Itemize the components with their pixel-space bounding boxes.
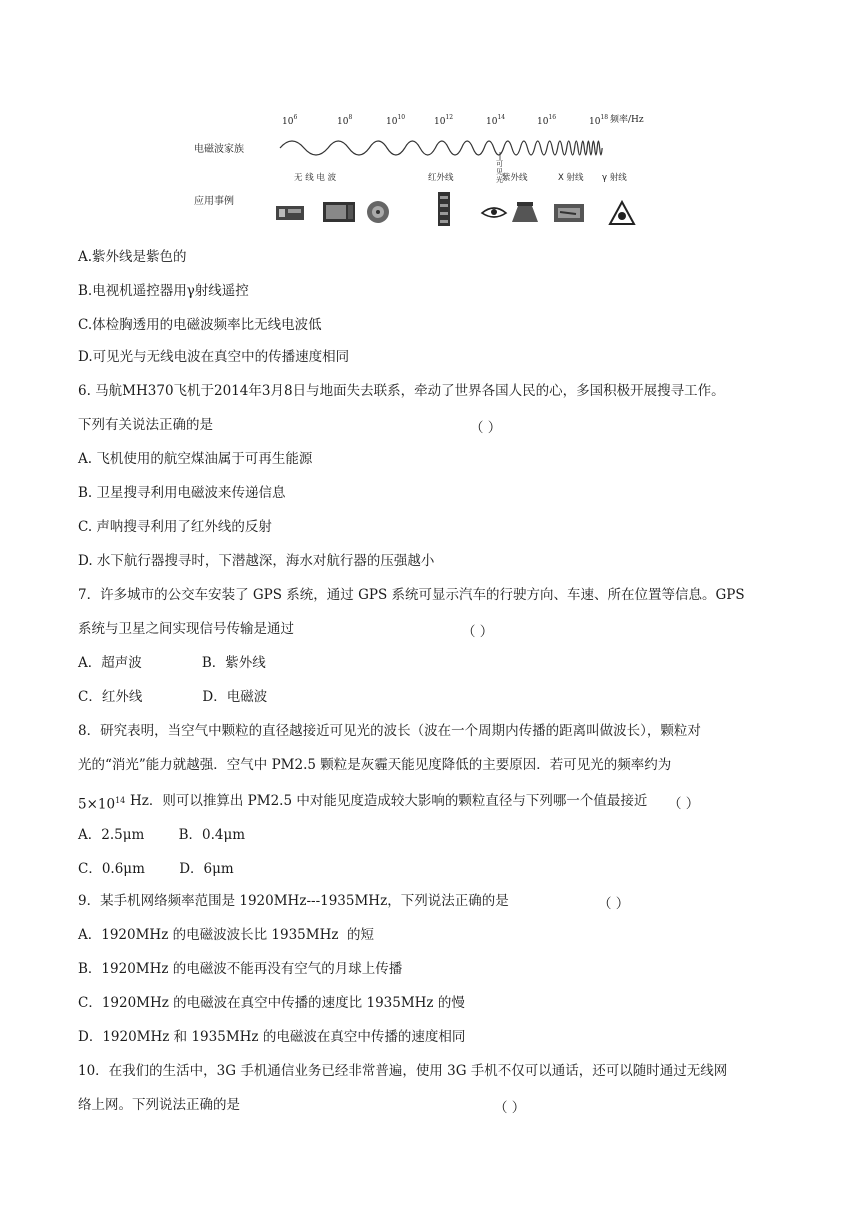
options-7cd: C．红外线 D．电磁波 [78, 689, 268, 705]
infrared-lamp-icon [438, 192, 450, 226]
svg-text:见: 见 [496, 168, 503, 176]
electromagnetic-spectrum-figure [190, 100, 650, 230]
question-8-tail: Hz．则可以推算出 PM2.5 中对能见度造成较大影响的颗粒直径与下列哪一个值最接近 [130, 793, 648, 809]
question-7-cont: 系统与卫星之间实现信号传输是通过 [78, 621, 294, 637]
exponent-14: 14 [115, 796, 126, 805]
question-8-cont: 光的“消光”能力就越强．空气中 PM2.5 颗粒是灰霾天能见度降低的主要原因．若可见光的频率约为 [78, 757, 672, 773]
option-5a: A.紫外线是紫色的 [78, 249, 187, 265]
question-9: 9．某手机网络频率范围是 1920MHz---1935MHz，下列说法正确的是 [78, 893, 509, 909]
eye-icon [482, 208, 506, 217]
xray-machine-icon [554, 204, 584, 222]
question-6: 6. 马航MH370飞机于2014年3月8日与地面失去联系，牵动了世界各国人民的心，多国积极开展搜寻工作。 [78, 383, 725, 399]
option-5b: B.电视机遥控器用γ射线遥控 [78, 283, 249, 299]
option-6b: B. 卫星搜寻利用电磁波来传递信息 [78, 485, 286, 501]
question-7: 7．许多城市的公交车安装了 GPS 系统，通过 GPS 系统可显示汽车的行驶方向、车速、所在位置等信息。GPS [78, 587, 745, 603]
question-8-freq: $5\times 10^{14}$ [78, 796, 126, 813]
option-5c: C.体检胸透用的电磁波频率比无线电波低 [78, 317, 322, 333]
svg-text:可: 可 [496, 160, 503, 168]
answer-blank: （ ） [668, 796, 700, 812]
tick-1e16: $10^{16}$ [537, 114, 557, 127]
options-7ab: A．超声波 B．紫外线 [78, 655, 266, 671]
tick-1e14: $10^{14}$ [486, 114, 506, 127]
options-8ab: A．2.5μm B．0.4μm [78, 827, 246, 843]
option-5d: D.可见光与无线电波在真空中的传播速度相同 [78, 349, 350, 365]
wave-line [280, 141, 602, 155]
band-visible [496, 160, 503, 184]
question-8: 8．研究表明，当空气中颗粒的直径越接近可见光的波长（波在一个周期内传播的距离叫做波长），颗粒对 [78, 723, 701, 739]
uv-lamp-icon [512, 202, 538, 222]
svg-text:光: 光 [496, 176, 503, 184]
radio-icon [276, 206, 304, 220]
tick-1e6: $10^6$ [282, 114, 298, 127]
option-9a: A．1920MHz 的电磁波波长比 1935MHz 的短 [78, 927, 375, 943]
freq-unit: 频率/Hz [610, 115, 644, 125]
tick-1e12: $10^{12}$ [434, 114, 454, 127]
answer-blank: （ ） [598, 896, 630, 912]
option-9d: D．1920MHz 和 1935MHz 的电磁波在真空中传播的速度相同 [78, 1029, 466, 1045]
band-xray: X 射线 [558, 173, 584, 183]
option-6a: A. 飞机使用的航空煤油属于可再生能源 [78, 451, 313, 467]
question-6-cont: 下列有关说法正确的是 [78, 417, 213, 433]
question-10-cont: 络上网。下列说法正确的是 [78, 1097, 240, 1113]
band-radio: 无 线 电 波 [294, 173, 337, 183]
tick-1e10: $10^{10}$ [386, 114, 406, 127]
option-6c: C. 声呐搜寻利用了红外线的反射 [78, 519, 272, 535]
dish-icon [367, 201, 389, 223]
row-label-examples: 应用事例 [194, 196, 234, 207]
band-infrared: 红外线 [428, 173, 454, 183]
option-9b: B．1920MHz 的电磁波不能再没有空气的月球上传播 [78, 961, 403, 977]
question-10: 10．在我们的生活中，3G 手机通信业务已经非常普遍，使用 3G 手机不仅可以通话，还可以随时通过无线网 [78, 1063, 728, 1079]
options-8cd: C．0.6μm D．6μm [78, 861, 234, 877]
answer-blank: （ ） [470, 420, 502, 436]
option-9c: C．1920MHz 的电磁波在真空中传播的速度比 1935MHz 的慢 [78, 995, 465, 1011]
band-gamma: γ 射线 [602, 173, 627, 183]
radiation-warning-icon [610, 202, 634, 224]
tv-icon [323, 202, 355, 222]
row-label-family: 电磁波家族 [194, 144, 244, 155]
option-6d: D. 水下航行器搜寻时，下潜越深，海水对航行器的压强越小 [78, 553, 435, 569]
band-uv: 紫外线 [502, 173, 528, 183]
answer-blank: （ ） [462, 624, 494, 640]
answer-blank: （ ） [494, 1100, 526, 1116]
tick-1e18: $10^{18}$ [589, 114, 609, 127]
tick-1e8: $10^8$ [337, 114, 353, 127]
